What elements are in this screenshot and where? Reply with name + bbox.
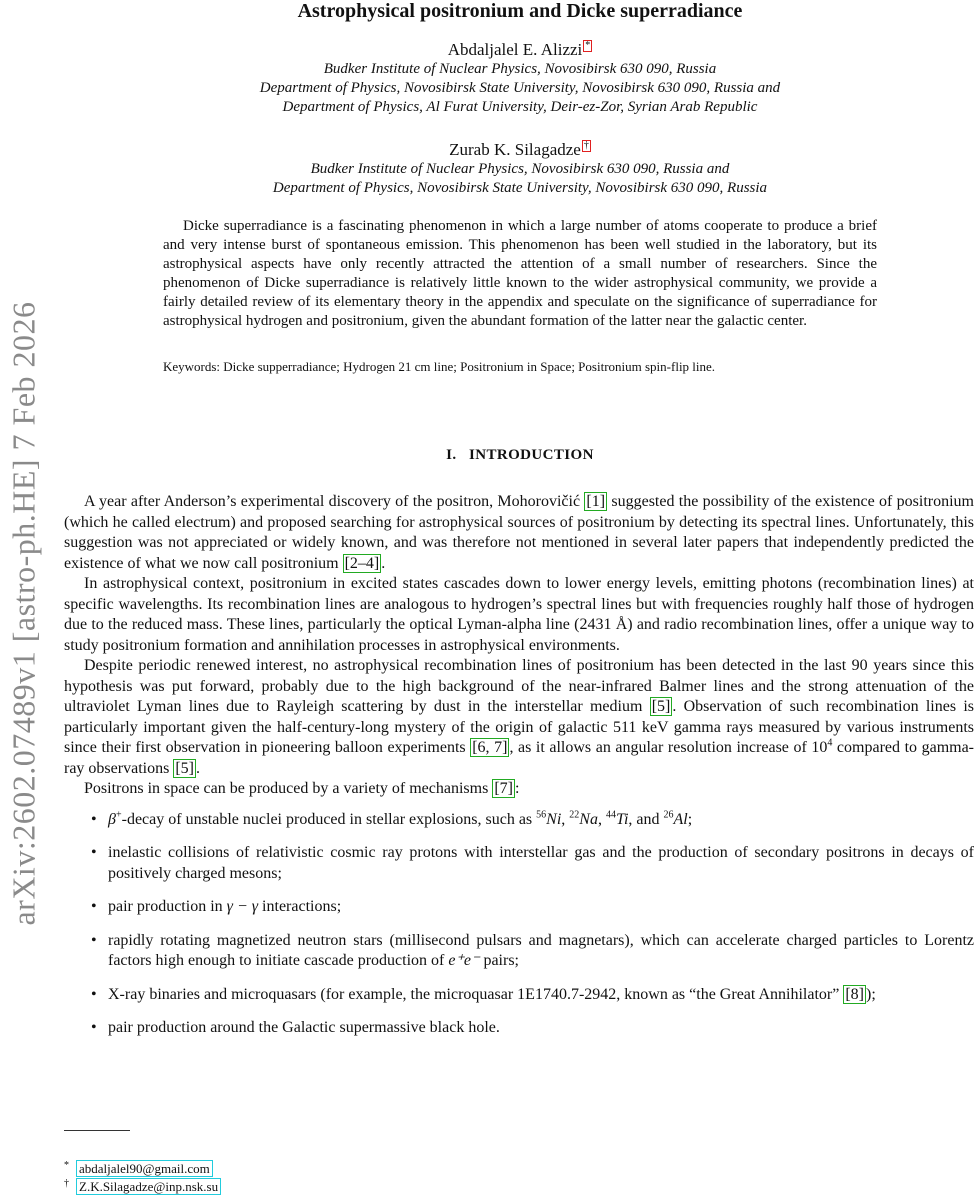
math: γ − γ [226,898,259,915]
footnote: * abdaljalel90@gmail.com [64,1160,221,1178]
section-heading [60,447,976,464]
text-span: Despite periodic renewed interest, no astrophysical recombination lines of positronium has been detected in the last 90 years since this hypothesis was put forward, probably due to the high background of the near-infrared Balmer lines and the strong attenuation of the ultraviolet Lyman lines due to Rayleigh scattering by dust in the interstellar medium [64,657,974,715]
text-span: interactions; [258,898,342,915]
text-span: pair production around the Galactic supermassive black hole. [108,1019,500,1036]
arxiv-stamp [0,263,48,963]
text-span: suggested the possibility of the existence of positronium (which he called electrum) and proposed searching for astrophysical sources of positronium by detecting its spectral lines. Unfortunately, this suggestion was not appreciated or widely known, and was therefore not mentioned in several later papers that independently predicted the existence of what we now call positronium [64,493,974,572]
keywords: Keywords: Dicke supperradiance; Hydrogen 21 cm line; Positronium in Space; Positronium spin-flip line. [163,359,716,374]
email-link[interactable]: Z.K.Silagadze@inp.nsk.su [76,1178,221,1195]
text-span: : [514,780,520,797]
text-span: inelastic collisions of relativistic cosmic ray protons with interstellar gas and the production of secondary positrons in decays of positively charged mesons; [108,844,974,882]
affiliation: Budker Institute of Nuclear Physics, Novosibirsk 630 090, Russia and [310,161,730,177]
text-span: rapidly rotating magnetized neutron stars (millisecond pulsars and magnetars), which can accelerate charged particles to Lorentz factors high enough to initiate cascade production of [108,931,974,969]
math: 26 [663,809,674,821]
list-item [64,931,974,972]
affiliation: Department of Physics, Al Furat University, Deir-ez-Zor, Syrian Arab Republic [282,99,758,115]
math: 56 [536,809,547,821]
list-item [64,897,974,918]
paragraph [64,656,974,779]
math: 22 [569,809,580,821]
text-span: ); [865,985,876,1003]
math: Al [673,810,688,828]
abstract: Dicke superradiance is a fascinating phenomenon in which a large number of atoms cooperate to produce a brief and very intense burst of spontaneous emission. This phenomenon has been well studied in the laboratory, but its astrophysical aspects have only recently attracted the attention of a small number of researchers. Since the phenomenon of Dicke superradiance is relatively little known to the wider astrophysical community, we provide a fairly detailed review of its elementary theory in the appendix and speculate on the significance of superradiance for astrophysical hydrogen and positronium, given the abundant formation of the latter near the galactic center. [163,218,877,329]
bullet-icon: • [91,810,97,828]
math: 44 [605,809,616,821]
paper-title: Astrophysical positronium and Dicke superradiance [297,0,743,22]
paragraph [64,492,974,574]
author-block-2 [60,140,976,198]
bullet-icon: • [91,1019,97,1036]
email-link[interactable]: abdaljalel90@gmail.com [76,1160,213,1177]
text-span: pairs; [479,952,519,969]
math: Ti [615,810,629,828]
text-span: pair production in [108,898,227,915]
citation-link[interactable]: [5] [651,698,671,715]
math: + [115,809,122,821]
affiliation: Department of Physics, Novosibirsk State University, Novosibirsk 630 090, Russia and [259,80,781,96]
text-span: -decay of unstable nuclei produced in stellar explosions, such as [121,810,537,828]
mechanism-list [64,810,974,1039]
citation-link[interactable]: [8] [845,985,864,1003]
affiliation: Budker Institute of Nuclear Physics, Novosibirsk 630 090, Russia [323,61,717,77]
citation-link[interactable]: [1] [586,493,606,510]
exponent: 4 [827,737,833,749]
math: β [108,810,116,828]
math: Na [579,810,598,828]
paragraph [64,779,974,800]
arxiv-stamp-text: arXiv:2602.07489v1 [astro-ph.HE] 7 Feb 2026 [5,300,42,926]
citation-link[interactable]: [7] [494,780,513,797]
text-span: compared to gamma-ray observations [64,739,975,777]
math: Ni [546,810,562,828]
paragraph: In astrophysical context, positronium in excited states cascades down to lower energy levels, emitting photons (recombination lines) at specific wavelengths. Its recombination lines are analogous to hydrogen’s spectral lines but with frequencies roughly half those of hydrogen due to the reduced mass. These lines, particularly the optical Lyman-alpha line (2431 Å) and radio recombination lines, offer a unique way to study positronium formation and annihilation processes in astrophysical environments. [64,575,974,654]
list-item: • β+-decay of unstable nuclei produced in stellar explosions, such as $^{56}$Ni, $^{22}$Na, $^{44}$Ti, and $^{26}$Al; [64,810,974,831]
bullet-icon: • [91,985,97,1003]
list-item [64,1018,974,1039]
footnote: † Z.K.Silagadze@inp.nsk.su [64,1178,221,1196]
bullet-icon: • [91,898,97,915]
body-text [64,492,974,1052]
text-span: . [381,554,386,572]
author-name: Abdaljalel E. Alizzi [447,40,583,59]
text-span: . [195,759,200,777]
bullet-icon: • [91,931,97,949]
section-number: I. [446,447,457,463]
section-title: INTRODUCTION [469,447,594,463]
text-span: . Observation of such recombination lines is particularly important given the half-century-long mystery of the origin of galactic 511 keV gamma rays measured by various instruments since their first observation in pioneering balloon experiments [64,698,975,756]
footnote-divider [64,1130,130,1131]
math: e⁺e⁻ [448,952,480,969]
list-item [64,985,974,1006]
citation-link[interactable]: [2–4] [344,554,380,572]
text-span: , as it allows an angular resolution increase of 10 [509,739,828,756]
citation-link[interactable]: [5] [175,759,194,777]
author-block-1 [60,40,976,117]
text-span: X-ray binaries and microquasars (for example, the microquasar 1E1740.7-2942, known as “the Great Annihilator” [108,985,844,1003]
text-span: A year after Anderson’s experimental discovery of the positron, Mohorovičić [84,493,585,510]
text-span: Positrons in space can be produced by a variety of mechanisms [84,780,493,797]
footnote-link[interactable]: * [585,40,591,52]
citation-link[interactable]: [6, 7] [472,739,508,756]
footnotes [64,1160,221,1196]
author-name: Zurab K. Silagadze [449,140,581,159]
affiliation: Department of Physics, Novosibirsk State University, Novosibirsk 630 090, Russia [272,180,768,196]
footnote-link[interactable]: † [583,140,589,152]
bullet-icon: • [91,844,97,861]
list-item [64,843,974,884]
